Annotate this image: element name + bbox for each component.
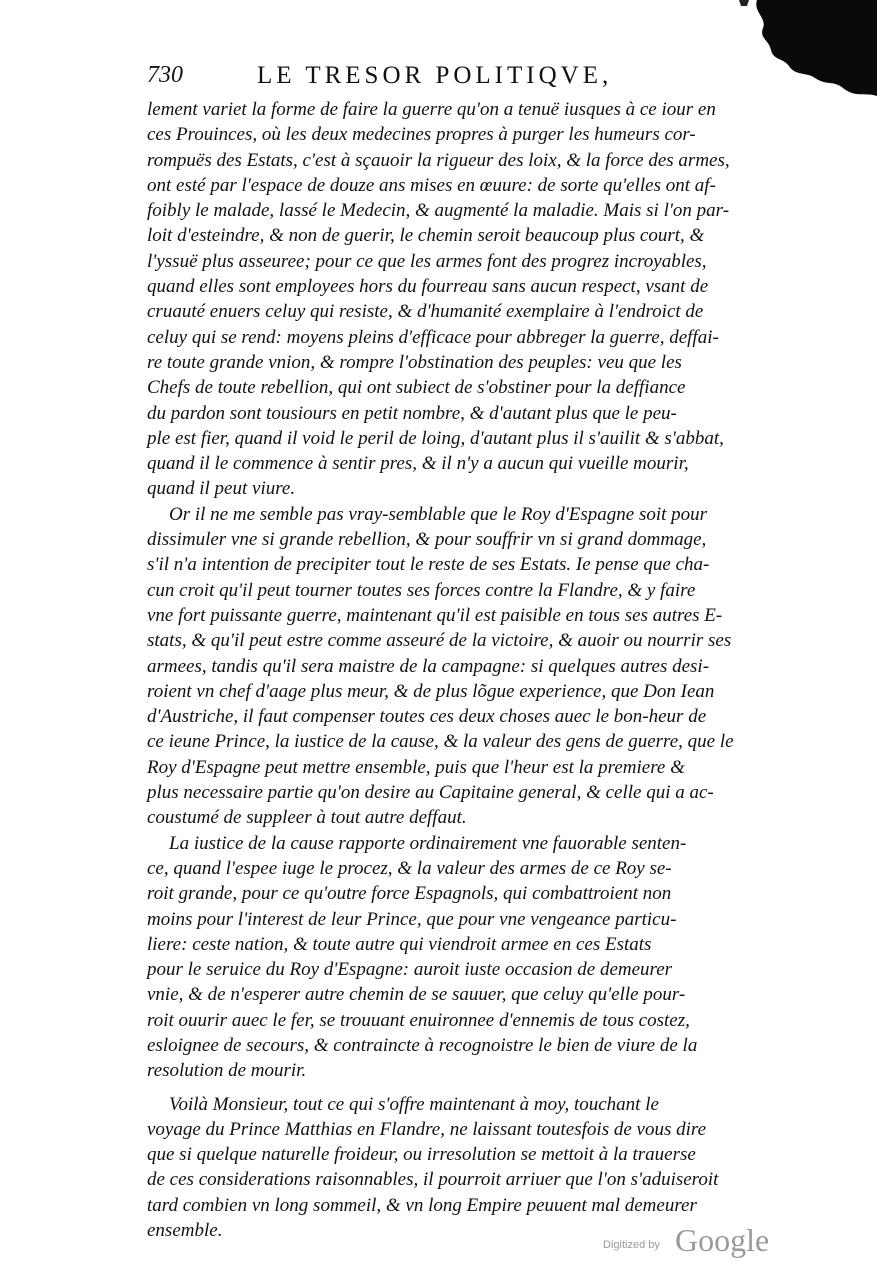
text-line: cun croit qu'il peut tourner toutes ses forces contre la Flandre, & y faire	[147, 579, 696, 601]
text-line: cruauté enuers celuy qui resiste, & d'humanité exemplaire à l'endroict de	[147, 301, 704, 323]
text-line: ensemble.	[147, 1220, 223, 1242]
text-line: celuy qui se rend: moyens pleins d'efficace pour abbreger la guerre, deffai-	[147, 326, 719, 348]
text-line: ces Prouinces, où les deux medecines propres à purger les humeurs cor-	[147, 124, 696, 146]
text-line: Or il ne me semble pas vray-semblable que le Roy d'Espagne soit pour	[169, 503, 708, 525]
text-line: quand il peut viure.	[147, 478, 296, 500]
text-line: de ces considerations raisonnables, il pourroit arriuer que l'on s'aduiseroit	[147, 1169, 719, 1191]
watermark-prefix: Digitized by	[603, 1239, 660, 1251]
text-line: ont esté par l'espace de douze ans mises en œuure: de sorte qu'elles ont af-	[147, 174, 716, 196]
text-line: voyage du Prince Matthias en Flandre, ne laissant toutesfois de vous dire	[147, 1118, 706, 1140]
text-line: que si quelque naturelle froideur, ou irresolution se mettoit à la trauerse	[147, 1144, 696, 1166]
text-line: plus necessaire partie qu'on desire au Capitaine general, & celle qui a ac-	[147, 782, 714, 804]
text-line: Roy d'Espagne peut mettre ensemble, puis que l'heur est la premiere &	[147, 756, 685, 778]
text-line: armees, tandis qu'il sera maistre de la campagne: si quelques autres desi-	[147, 655, 710, 677]
text-line: du pardon sont tousiours en petit nombre, & d'autant plus que le peu-	[147, 402, 677, 424]
text-line: quand il le commence à sentir pres, & il n'y a aucun qui vueille mourir,	[147, 453, 689, 475]
text-line: pour le seruice du Roy d'Espagne: auroit iuste occasion de demeurer	[147, 959, 673, 981]
watermark-brand: Google	[675, 1222, 770, 1258]
text-line: tard combien vn long sommeil, & vn long Empire peuuent mal demeurer	[147, 1194, 697, 1216]
text-line: lement variet la forme de faire la guerre qu'on a tenuë iusques à ce iour en	[147, 99, 716, 120]
page-header	[147, 62, 707, 96]
paragraph-4	[147, 1092, 787, 1244]
text-line: coustumé de suppleer à tout autre deffaut.	[147, 807, 467, 829]
body-text	[147, 97, 787, 1243]
text-line: stats, & qu'il peut estre comme asseuré de la victoire, & auoir ou nourrir ses	[147, 630, 732, 652]
text-line: loit d'esteindre, & non de guerir, le chemin seroit beaucoup plus court, &	[147, 225, 705, 247]
text-line: ce ieune Prince, la iustice de la cause, & la valeur des gens de guerre, que le	[147, 731, 734, 753]
google-watermark	[603, 1222, 803, 1262]
text-line: esloignee de secours, & contraincte à recognoistre le bien de viure de la	[147, 1034, 698, 1056]
text-line: roient vn chef d'aage plus meur, & de plus lõgue experience, que Don Iean	[147, 680, 715, 702]
text-line: roit grande, pour ce qu'outre force Espagnols, qui combattroient non	[147, 883, 672, 905]
page-number: 730	[147, 62, 183, 88]
text-line: liere: ceste nation, & toute autre qui viendroit armee en ces Estats	[147, 933, 652, 955]
text-line: resolution de mourir.	[147, 1060, 307, 1082]
text-line: rompuës des Estats, c'est à sçauoir la rigueur des loix, & la force des armes,	[147, 149, 730, 171]
text-line: dissimuler vne si grande rebellion, & pour souffrir vn si grand dommage,	[147, 529, 707, 551]
text-line: ple est fier, quand il void le peril de loing, d'autant plus il s'auilit & s'abbat,	[147, 427, 724, 449]
text-line: La iustice de la cause rapporte ordinairement vne fauorable senten-	[169, 832, 687, 854]
text-line: vnie, & de n'esperer autre chemin de se sauuer, que celuy qu'elle pour-	[147, 984, 686, 1006]
text-line: foibly le malade, lassé le Medecin, & augmenté la maladie. Mais si l'on par-	[147, 200, 730, 222]
text-line: Chefs de toute rebellion, qui ont subiect de s'obstiner pour la deffiance	[147, 377, 686, 399]
text-line: moins pour l'interest de leur Prince, que pour vne vengeance particu-	[147, 908, 677, 930]
paragraph-1	[147, 97, 787, 502]
text-line: d'Austriche, il faut compenser toutes ces deux choses auec le bon-heur de	[147, 706, 707, 728]
text-line: l'yssuë plus asseuree; pour ce que les armes font des progrez incroyables,	[147, 250, 707, 272]
text-line: quand elles sont employees hors du fourreau sans aucun respect, vsant de	[147, 276, 709, 298]
text-line: re toute grande vnion, & rompre l'obstination des peuples: veu que les	[147, 351, 682, 373]
ink-blot	[737, 0, 877, 100]
paragraph-3	[147, 831, 787, 1084]
running-title: LE TRESOR POLITIQVE,	[257, 62, 613, 89]
text-line: Voilà Monsieur, tout ce qui s'offre maintenant à moy, touchant le	[169, 1093, 659, 1115]
paragraph-2	[147, 502, 787, 831]
text-line: vne fort puissante guerre, maintenant qu'il est paisible en tous ses autres E-	[147, 604, 723, 626]
text-line: s'il n'a intention de precipiter tout le reste de ses Estats. Ie pense que cha-	[147, 554, 710, 576]
text-line: roit ouurir auec le fer, se trouuant enuironnee d'ennemis de tous costez,	[147, 1009, 690, 1031]
text-line: ce, quand l'espee iuge le procez, & la valeur des armes de ce Roy se-	[147, 857, 672, 879]
